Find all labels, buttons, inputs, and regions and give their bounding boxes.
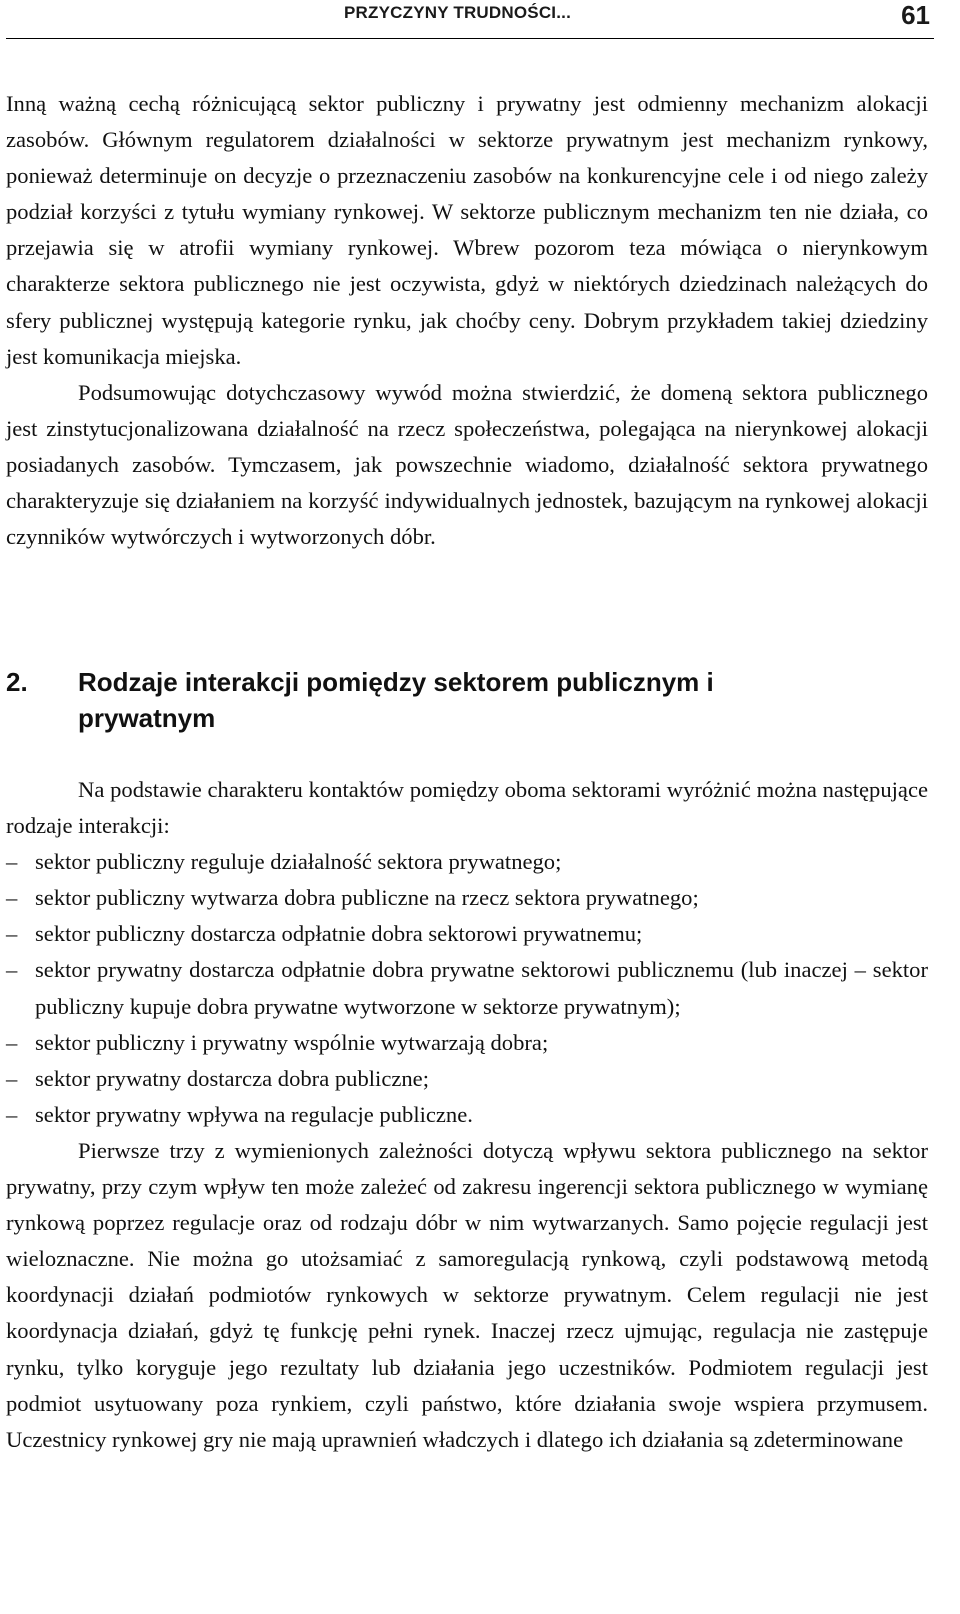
paragraph-closing: Pierwsze trzy z wymienionych zależności dotyczą wpływu sektora publicznego na sektor prywatny, przy czym wpływ ten może zależeć od zakresu ingerencji sektora publicznego w wymianę rynkową poprzez regulacje oraz od rodzaju dóbr w nim wytwarzanych. Samo pojęcie regulacji jest wieloznaczne. Nie można go utożsamiać z samoregulacją rynkową, czyli podstawową metodą koordynacji działań podmiotów rynkowych w sektorze prywatnym. Celem regulacji nie jest koordynacja działań, gdyż tę funkcję pełni rynek. Inaczej rzecz ujmując, regulacja nie zastępuje rynku, tylko koryguje jego rezultaty lub działania jego uczestników. Podmiotem regulacji jest podmiot usytuowany poza rynkiem, czyli państwo, które działania swoje wspiera przymusem. Uczestnicy rynkowej gry nie mają uprawnień władczych i dlatego ich działania są zdeterminowane [6,1137,928,1452]
section-heading [6,664,928,736]
running-title: PRZYCZYNY TRUDNOŚCI... [344,3,571,22]
list-item [6,916,928,952]
interaction-types-list [6,844,928,1133]
list-item [6,880,928,916]
section-number: 2. [6,667,28,697]
list-item-text: sektor publiczny wytwarza dobra publiczne na rzecz sektora prywatnego; [35,885,699,911]
list-item-text: sektor prywatny wpływa na regulacje publiczne. [35,1101,473,1127]
list-item [6,844,928,880]
paragraph-allocation-mechanism: Inną ważną cechą różnicującą sektor publiczny i prywatny jest odmienny mechanizm alokacji zasobów. Głównym regulatorem działalności w sektorze prywatnym jest mechanizm rynkowy, ponieważ determinuje on decyzje o przeznaczeniu zasobów na konkurencyjne cele i od niego zależy podział korzyści z tytułu wymiany rynkowej. W sektorze publicznym mechanizm ten nie działa, co przejawia się w atrofii wymiany rynkowej. Wbrew pozorom teza mówiąca o nierynkowym charakterze sektora publicznego nie jest oczywista, gdyż w niektórych dziedzinach należących do sfery publicznej występują kategorie rynku, jak choćby ceny. Dobrym przykładem takiej dziedziny jest komunikacja miejska. [6,91,928,369]
dash-bullet: – [6,1065,18,1091]
list-item-text: sektor publiczny dostarcza odpłatnie dobra sektorowi prywatnemu; [35,921,643,947]
running-header [6,0,934,39]
list-item-text: sektor publiczny reguluje działalność sektora prywatnego; [35,849,562,875]
paragraph-intro: Na podstawie charakteru kontaktów pomiędzy oboma sektorami wyróżnić można następujące rodzaje interakcji: [6,777,928,839]
list-item [6,1061,928,1097]
paragraph-summary: Podsumowując dotychczasowy wywód można stwierdzić, że domeną sektora publicznego jest zinstytucjonalizowana działalność na rzecz społeczeństwa, polegająca na nierynkowej alokacji posiadanych zasobów. Tymczasem, jak powszechnie wiadomo, działalność sektora prywatnego charakteryzuje się działaniem na korzyść indywidualnych jednostek, bazującym na rynkowej alokacji czynników wytwórczych i wytworzonych dóbr. [6,379,928,550]
dash-bullet: – [6,921,18,947]
list-item [6,1025,928,1061]
list-item-text: sektor prywatny dostarcza dobra publiczne; [35,1065,429,1091]
body-text-after-section [6,772,928,1458]
list-item-text: sektor publiczny i prywatny wspólnie wytwarzają dobra; [35,1029,549,1055]
page-number: 61 [901,0,930,30]
dash-bullet: – [6,885,18,911]
list-item [6,952,928,1024]
dash-bullet: – [6,1101,18,1127]
dash-bullet: – [6,1029,18,1055]
section-title: Rodzaje interakcji pomiędzy sektorem publicznym i prywatnym [78,667,714,733]
body-text-before-section [6,86,928,555]
dash-bullet: – [6,957,18,983]
list-item-text: sektor prywatny dostarcza odpłatnie dobra prywatne sektorowi publicznemu (lub inaczej – sektor publiczny kupuje dobra prywatne wytworzone w sektorze prywatnym); [35,957,928,1019]
list-item [6,1097,928,1133]
dash-bullet: – [6,849,18,875]
